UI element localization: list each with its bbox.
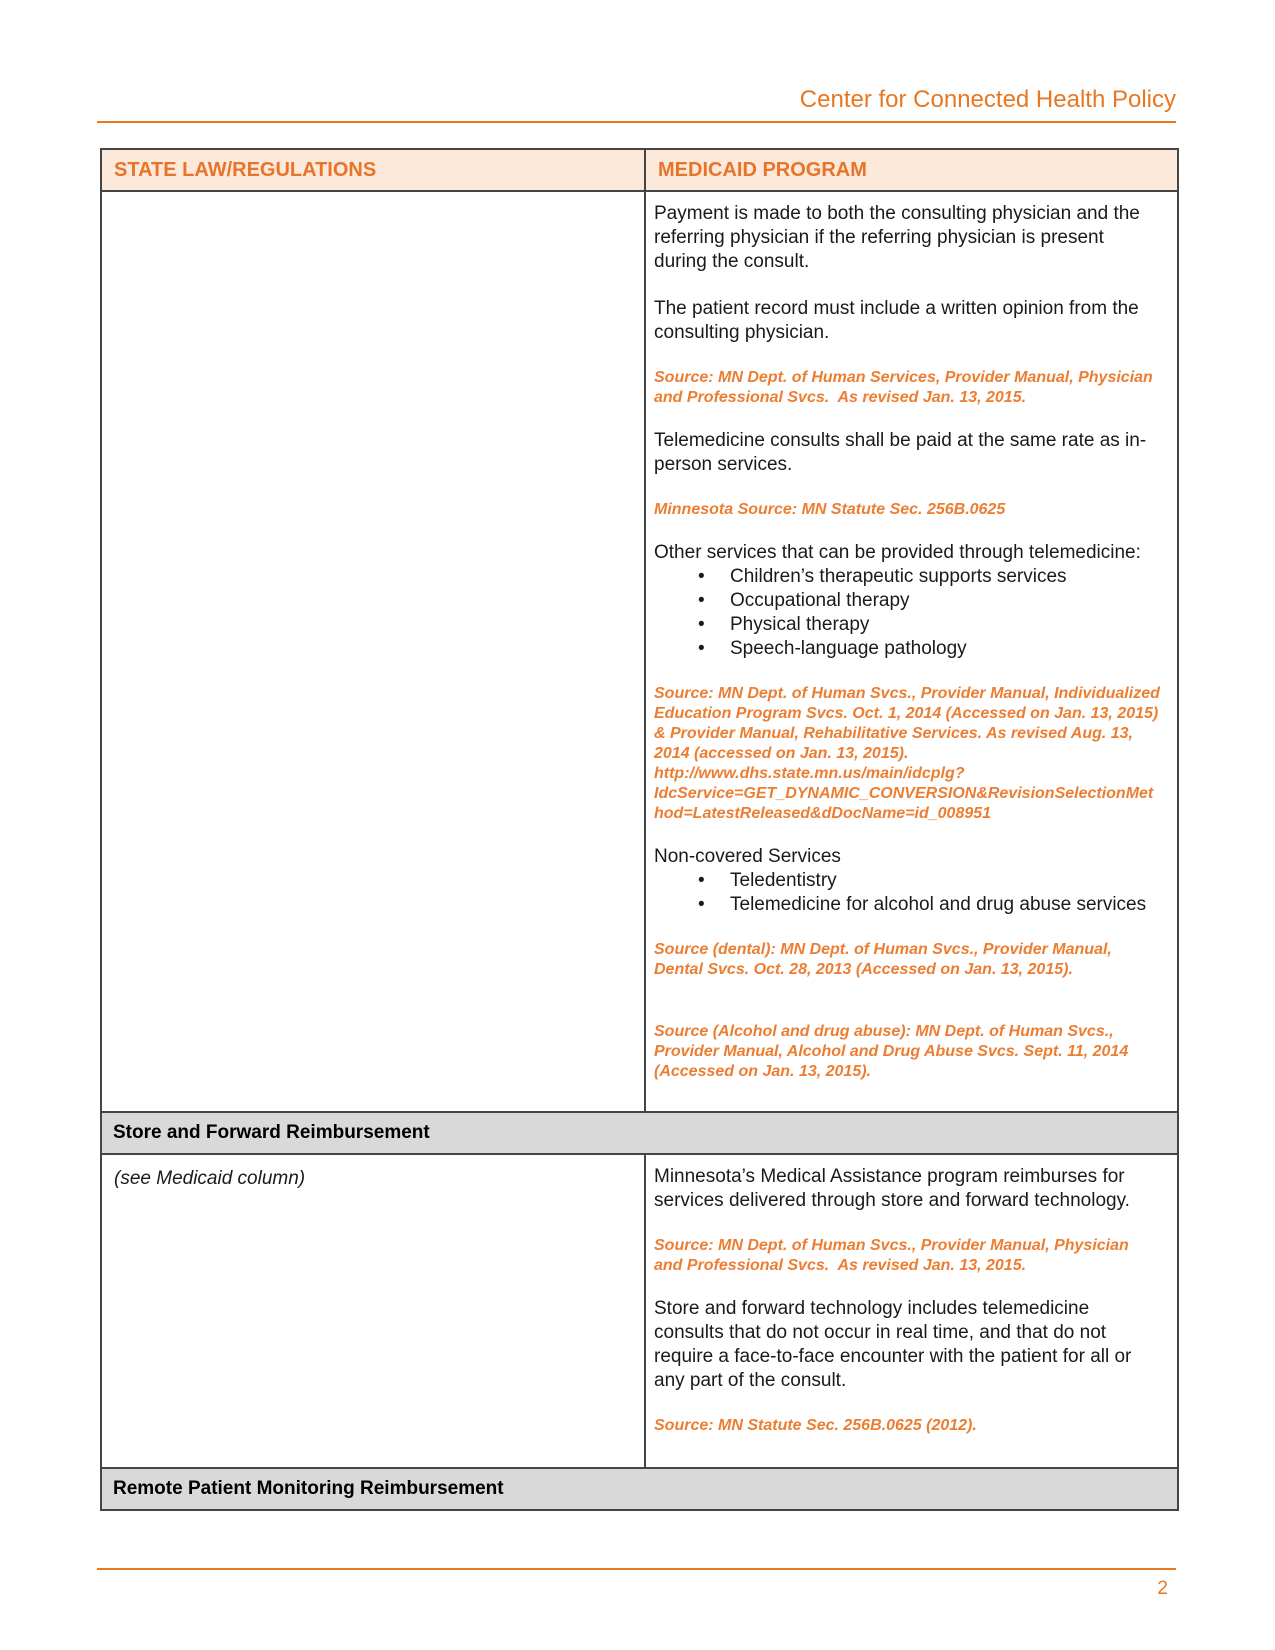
medicaid-cell-store-forward (645, 1154, 1178, 1468)
header-rule (97, 121, 1176, 123)
bullet-icon: • (698, 870, 705, 891)
section-row-store-forward (101, 1112, 1178, 1154)
state-law-cell-empty (101, 191, 645, 1112)
section-header-store-forward: Store and Forward Reimbursement (101, 1112, 1178, 1154)
source-citation: Source: MN Dept. of Human Services, Provider Manual, Physician and Professional Svcs. As revised Jan. 13, 2015. (654, 369, 1153, 406)
bullet-item (654, 869, 1161, 893)
table-header-row (101, 149, 1178, 191)
policy-table (100, 148, 1179, 1511)
bullet-item (654, 893, 1161, 917)
table-row-store-forward (101, 1154, 1178, 1468)
section-header-remote-monitoring: Remote Patient Monitoring Reimbursement (101, 1468, 1178, 1510)
source-citation-dental: Source (dental): MN Dept. of Human Svcs., Provider Manual, Dental Svcs. Oct. 28, 2013 (Accessed on Jan. 13, 2015). (654, 941, 1112, 978)
paragraph-same-rate: Telemedicine consults shall be paid at the same rate as in-person services. (654, 430, 1147, 475)
document-footer (97, 1568, 1176, 1600)
bullet-item-label: Speech-language pathology (730, 638, 967, 659)
bullet-item-label: Occupational therapy (730, 590, 910, 611)
state-law-cell-store-forward (101, 1154, 645, 1468)
source-citation-alcohol: Source (Alcohol and drug abuse): MN Dept. of Human Svcs., Provider Manual, Alcohol and Drug Abuse Svcs. Sept. 11, 2014 (Accessed on Jan. 13, 2015). (654, 1023, 1129, 1080)
bullet-icon: • (698, 590, 705, 611)
bullet-list-non-covered (654, 869, 1161, 917)
page-number: 2 (1157, 1578, 1168, 1599)
column-header-state-law: STATE LAW/REGULATIONS (101, 149, 645, 191)
paragraph-other-services: Other services that can be provided through telemedicine: (654, 542, 1141, 563)
bullet-icon: • (698, 894, 705, 915)
document-header (97, 0, 1176, 123)
paragraph-reimburses: Minnesota’s Medical Assistance program reimburses for services delivered through store and forward technology. (654, 1166, 1130, 1211)
see-medicaid-note: (see Medicaid column) (114, 1168, 306, 1189)
source-citation: Minnesota Source: MN Statute Sec. 256B.0625 (654, 501, 1006, 518)
table-row-telemedicine (101, 191, 1178, 1112)
source-citation: Source: MN Dept. of Human Svcs., Provider Manual, Physician and Professional Svcs. As revised Jan. 13, 2015. (654, 1237, 1129, 1274)
bullet-item-label: Teledentistry (730, 870, 837, 891)
header-title: Center for Connected Health Policy (799, 86, 1176, 113)
bullet-item-label: Physical therapy (730, 614, 870, 635)
section-row-remote-monitoring (101, 1468, 1178, 1510)
source-citation-with-url: Source: MN Dept. of Human Svcs., Provider Manual, Individualized Education Program Svcs. Oct. 1, 2014 (Accessed on Jan. 13, 2015) & Provider Manual, Rehabilitative Services. As revised Aug. 13, 2014 (accessed on Jan. 13, 2015). http://www.dhs.state.mn.us/main/idcplg?IdcService=GET_DYNAMIC_CONVERSION&RevisionSelectionMethod=LatestReleased&dDocName=id_008951 (654, 685, 1160, 822)
paragraph-store-forward-def: Store and forward technology includes telemedicine consults that do not occur in real time, and that do not require a face-to-face encounter with the patient for all or any part of the consult. (654, 1298, 1132, 1391)
paragraph-payment: Payment is made to both the consulting physician and the referring physician if the referring physician is present during the consult. (654, 203, 1140, 272)
bullet-item (654, 613, 1161, 637)
bullet-icon: • (698, 614, 705, 635)
source-citation: Source: MN Statute Sec. 256B.0625 (2012). (654, 1417, 977, 1434)
bullet-icon: • (698, 566, 705, 587)
column-header-medicaid: MEDICAID PROGRAM (645, 149, 1178, 191)
paragraph-non-covered: Non-covered Services (654, 846, 841, 867)
paragraph-patient-record: The patient record must include a written opinion from the consulting physician. (654, 298, 1139, 343)
bullet-item-label: Telemedicine for alcohol and drug abuse services (730, 894, 1147, 915)
medicaid-cell-telemedicine (645, 191, 1178, 1112)
bullet-item (654, 637, 1161, 661)
bullet-icon: • (698, 638, 705, 659)
bullet-item (654, 565, 1161, 589)
bullet-item (654, 589, 1161, 613)
bullet-item-label: Children’s therapeutic supports services (730, 566, 1067, 587)
bullet-list-other-services (654, 565, 1161, 661)
